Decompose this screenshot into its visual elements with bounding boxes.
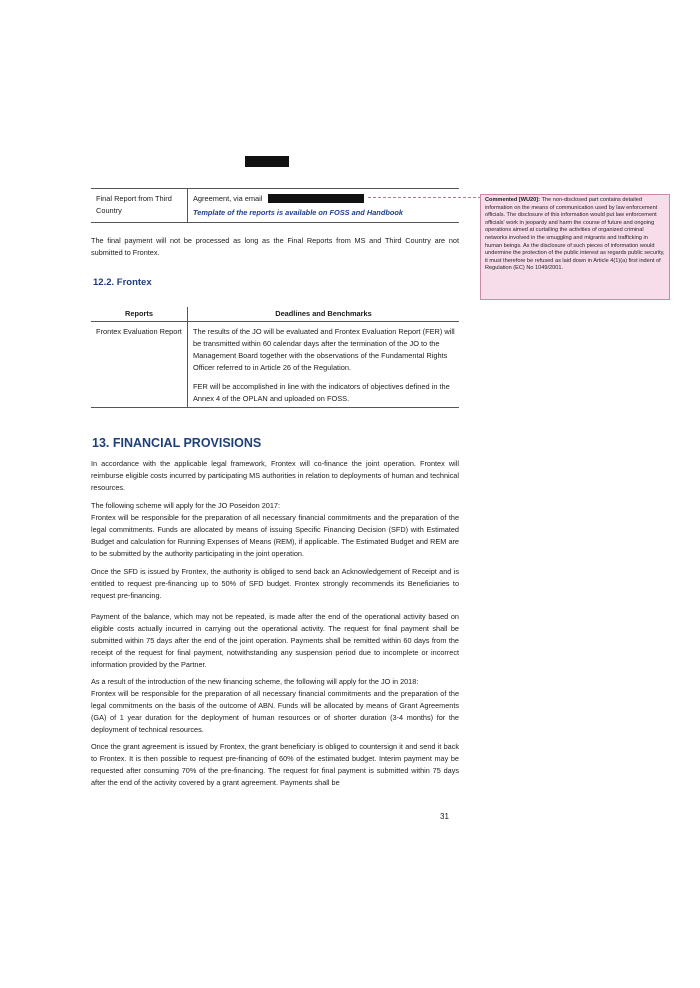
financial-paragraph-6: Once the grant agreement is issued by Frontex, the grant beneficiary is obliged to countersign it and send it back to Frontex. It is then possible to request pre-financing of 60% of the estimated budget. Interim payment may be requested after consuming 70% of the pre-financing. The request for final payment is submitted within 75 days after the end of the activity covered by a grant agreement. Payments shall be [91, 742, 459, 788]
financial-paragraph-2: The following scheme will apply for the JO Poseidon 2017: Frontex will be responsible for the preparation of all necessary financial commitments and the preparation of the legal commitments. Funds are allocated by means of issuing Specific Financing Decision (SFD) with Estimated Budget and calculation for Running Expenses of Means (REM), if applicable. The Estimated Budget and REM are to be submitted by the authority participating in the joint operation. [91, 501, 459, 559]
frontex-table-col-deadlines: Deadlines and Benchmarks [275, 309, 372, 318]
redaction-block-email [268, 194, 364, 203]
page-number: 31 [440, 812, 449, 821]
redaction-block-header [245, 156, 289, 167]
top-table-top-border [91, 188, 459, 189]
frontex-table-divider [187, 307, 188, 407]
top-table-divider [187, 188, 188, 222]
top-table-row-note: Template of the reports is available on FOSS and Handbook [193, 208, 403, 217]
top-table-bottom-border [91, 222, 459, 223]
financial-paragraph-3: Once the SFD is issued by Frontex, the authority is obliged to send back an Acknowledgement of Receipt and is entitled to request pre-financing up to 50% of SFD budget. Frontex strongly recommends its Beneficiaries to request pre-financing. [91, 567, 459, 601]
financial-paragraph-4: Payment of the balance, which may not be repeated, is made after the end of the operational activity based on eligible costs actually incurred in carrying out the operational activity. The request for final payment shall be submitted within 75 days after the end of the joint operation. Payments shall be remitted within 60 days from the receipt of the request for final payment, notwithstanding any suspension period due to incomplete or incorrect information provided by the Partner. [91, 612, 459, 670]
section-13-title: 13. FINANCIAL PROVISIONS [92, 436, 262, 450]
final-payment-paragraph: The final payment will not be processed as long as the Final Reports from MS and Third Country are not submitted to Frontex. [91, 236, 459, 258]
comment-connector [368, 197, 481, 206]
frontex-table-header-border [91, 321, 459, 322]
frontex-table-row-text-1: The results of the JO will be evaluated and Frontex Evaluation Report (FER) will be transmitted within 60 calendar days after the termination of the JO to the Management Board together with the observations of the Fundamental Rights Officer referred to in Article 26 of the Regulation. [193, 327, 455, 372]
section-12-2-title: 12.2. Frontex [93, 277, 152, 288]
top-table-row-text: Agreement, via email [193, 194, 263, 203]
frontex-table-col-reports: Reports [125, 309, 153, 318]
financial-paragraph-1: In accordance with the applicable legal framework, Frontex will co-finance the joint operation. Frontex will reimburse eligible costs incurred by participating MS authorities in relation to deployments of human and technical resources. [91, 459, 459, 493]
comment-box[interactable] [480, 194, 670, 300]
comment-label: Commented [WU20]: [485, 197, 542, 203]
comment-text: The non-disclosed part contains detailed information on the means of communication used by law enforcement officials. The disclosure of this information would put law enforcement officials' work in jeopardy and harm the course of future and ongoing operations aimed at curtailing the activities of organized criminal networks involved in the smuggling and migrants and trafficking in human beings. As the disclosure of such pieces of information would undermine the protection of the public interest as regards public security, it must therefore be refused as laid down in Article 4(1)(a) first indent of Regulation (EC) No 1049/2001. [485, 197, 665, 272]
frontex-table-row-label: Frontex Evaluation Report [96, 327, 182, 336]
top-table-row-label: Final Report from Third Country [96, 194, 172, 215]
frontex-table-row-text-2: FER will be accomplished in line with the indicators of objectives defined in the Annex 4 of the OPLAN and uploaded on FOSS. [193, 382, 450, 403]
frontex-table-bottom-border [91, 407, 459, 408]
financial-paragraph-5: As a result of the introduction of the new financing scheme, the following will apply for the JO in 2018: Frontex will be responsible for the preparation of all necessary financial commitments and the preparation of the legal commitments on the basis of the outcome of ABN. Funds will be allocated by means of Grant Agreements (GA) of 1 year duration for the deployment of human resources or of shorter duration (3-4 months) for the deployment of technical resources. [91, 677, 459, 735]
